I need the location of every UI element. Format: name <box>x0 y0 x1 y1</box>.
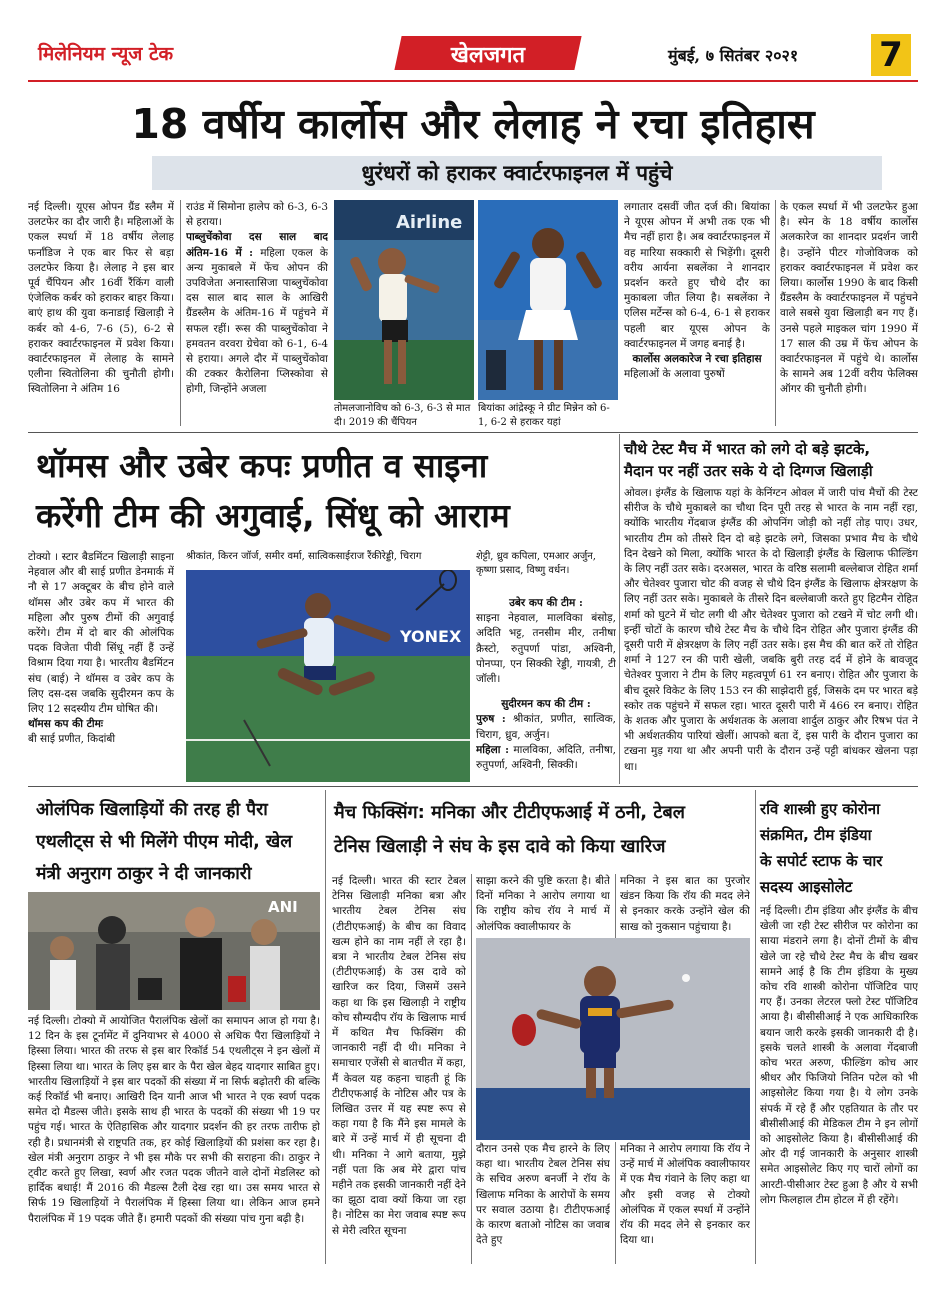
sudirman-women-label: महिला : <box>476 743 509 756</box>
shastri-headline-4: सदस्य आइसोलेट <box>760 878 853 896</box>
paralympic-headline-2: एथलीट्स से भी मिलेंगे पीएम मोदी, खेल <box>36 832 293 852</box>
match-fixing-col1-text: नई दिल्ली। भारत की स्टार टेबल टेनिस खिलाड़ी मनिका बत्रा और भारतीय टेबल टेनिस संघ (टीटीएफआई) के बीच का विवाद खत्म होने का नाम नहीं ले रहा है। बत्रा ने भारतीय टेबल टेनिस संघ (टीटीएफआई) के उस दावे को खारिज कर दिया, जिसमें उसने कहा था कि इस खिलाड़ी ने राष्ट्रीय कोच सौम्यदीप रॉय के खिलाफ मार्च में कथित मैच फिक्सिंग की जानकारी नहीं दी थी। मनिका ने समाचार एजेंसी से बातचीत में कहा, मैं केवल यह कहना चाहती हूं कि टीटीएफआई के नोटिस और पत्र के लिखित उत्तर में यह स्पष्ट रूप से कहा गया है कि मैंने इस मामले के बारे में उन्हें मार्च में ही सूचना दी थी। मनिका ने आगे बताया, मुझे नहीं पता कि अब मेरे द्वारा पांच महीने तक इसकी जानकारी नहीं देने का झूठा दावा क्यों किया जा रहा है। नोटिस का मेरा जवाब स्पष्ट रूप से मेरी त्वरित सूचना <box>332 875 466 1237</box>
section-divider <box>28 786 918 787</box>
shastri-headline-2: संक्रमित, टीम इंडिया <box>760 826 872 844</box>
thomas-uber-col3 <box>476 596 616 782</box>
match-fixing-col2-top <box>476 874 610 936</box>
section-divider <box>28 432 918 433</box>
thomas-cup-team-label: थॉमस कप की टीमः <box>28 718 103 731</box>
alcaraz-photo-caption: तोमलजानोविच को 6-3, 6-3 से मात दी। 2019 की चैंपियन <box>334 403 471 428</box>
match-fixing-col1 <box>332 874 466 1264</box>
sudirman-men-list: श्रीकांत, प्रणीत, सात्विक, चिराग, ध्रुव, अर्जुन। <box>476 713 616 741</box>
top-story-col5-text: लगातार दसवीं जीत दर्ज की। बियांका ने यूएस ओपन में अभी तक एक भी मैच नहीं हारा है। अब क्वार्टरफाइनल में वह मारिया सक्कारी से भिड़ेंगी। दूसरी वरीय आर्यना सबलेंका ने शानदार प्रदर्शन करते हुए चौथे दौर का मुकाबला जीत लिया है। सबलेंका ने एलिस मर्टेन्स को 6-4, 6-1 से हराकर पहली बार यूएस ओपन के क्वार्टरफाइनल में जगह बनाई है। <box>624 201 770 350</box>
cricket-headline-1: चौथे टेस्ट मैच में भारत को लगे दो बड़े झटके, <box>624 440 871 458</box>
paralympic-headline-3: मंत्री अनुराग ठाकुर ने दी जानकारी <box>36 864 252 884</box>
thomas-cup-team-caption-2: शेट्टी, ध्रुव कपिला, एमआर अर्जुन, कृष्णा प्रसाद, विष्णु वर्धन। <box>476 551 596 576</box>
paper-name: मिलेनियम न्यूज टेक <box>38 43 174 65</box>
top-story-col5 <box>624 200 770 426</box>
top-story-col2-subhead: पाब्लुचेंकोवा दस साल बाद अंतिम-16 में : <box>186 231 328 259</box>
paralympic-body <box>28 1014 320 1262</box>
alcaraz-photo <box>334 200 474 400</box>
column-divider <box>325 790 326 1264</box>
column-divider <box>619 434 620 784</box>
sudirman-women-list: मालविका, अदिति, तनीषा, रुतुपर्णा, अश्विनी, सिक्की। <box>476 743 616 772</box>
top-story-col5-end: महिलाओं के अलावा पुरुषों <box>624 368 725 381</box>
top-story-col6-text: के एकल स्पर्धा में भी उलटफेर हुआ है। स्पेन के 18 वर्षीय कार्लोस अलकारेज का शानदार प्रदर्शन जारी है। उन्होंने पीटर गोजोविजक को हराकर क्वार्टरफाइनल में प्रवेश कर लिया। कार्लोस 1990 के बाद किसी ग्रैंडस्लैम के क्वार्टरफाइनल में पहुंचने वाले सबसे युवा खिलाड़ी बन गए हैं। उनसे पहले माइकल चांग 1990 में 17 साल की उम्र में फेंच ओपन के क्वार्टरफाइनल में पहुंचे थे। कार्लोस के सामने अब 12वीं वरीय फेलिक्स ऑगर की चुनौती होगी। <box>780 201 918 396</box>
thomas-uber-headline-2: करेंगी टीम की अगुवाई, सिंधू को आराम <box>36 496 510 535</box>
top-story-col5-subhead: कार्लोस अलकारेज ने रचा इतिहास <box>632 353 762 366</box>
uber-cup-team-label: उबेर कप की टीम : <box>509 597 583 609</box>
cricket-body <box>624 486 918 782</box>
top-story-col2 <box>186 200 328 426</box>
top-story-col2-body: महिला एकल के अन्य मुकाबले में फेंच ओपन की उपविजेता अनास्तासिजा पाब्लुचेंकोवा दस साल बाद साल के आखिरी ग्रैंडस्लैम के अंतिम-16 में पहुंचने में सफल रहीं। रूस की पाब्लुचेंकोवा ने हमवतन वरवरा ग्रेचेवा को 6-1, 6-4 से हराया। अगले दौर में पाब्लुचेंकोवा की टक्कर कैरोलिना प्लिस्कोवा से होगी, जिन्होंने अजला <box>186 246 328 396</box>
cricket-body-text: ओवल। इंग्लैंड के खिलाफ यहां के केनिंग्टन ओवल में जारी पांच मैचों की टेस्ट सीरीज के चौथे मुकाबले का चौथा दिन पूरी तरह से भारत के नाम नहीं रहा, क्योंकि भारतीय गेंदबाज इंग्लैंड की ओपनिंग जोड़ी को नहीं तोड़ पाए। उधर, भारतीय टीम को तीसरे दिन दो बड़े झटके लगे, जिसका प्रभाव मैच के चौथे दिन देखने को मिला, क्योंकि भारत के दो खिलाड़ी इंग्लैंड के खिलाफ फील्डिंग के लिए नहीं उतर सके। दरअसल, भारत के वरिष्ठ सलामी बल्लेबाज रोहित शर्मा और चेतेश्वर पुजारा चोट की वजह से चौथे दिन इंग्लैंड के खिलाफ क्षेत्ररक्षण के लिए नहीं उतर सके। मुकाबले के तीसरे दिन बल्लेबाजी करते हुए हिटमैन रोहित शर्मा को घुटने में चोट लगी थी और चेतेश्वर पुजारा को टखने में चोट लगी थी। इन्हीं चोटों के कारण चौथे टेस्ट मैच के चौथे दिन रोहित और पुजारा इंग्लैंड की दूसरी पारी में क्षेत्ररक्षण के लिए नहीं उतर सके। इस मैच की बात करें तो रोहित शर्मा ने 127 रन की पारी खेली, जबकि बुरी तरह दर्द में होने के बावजूद चेतेश्वर पुजारा ने टीम के लिए महत्वपूर्ण 61 रन बनाए। रोहित और पुजारा के बीच दूसरे विकेट के लिए 153 रन की साझेदारी हुई, जिसके दम पर भारत बड़े स्कोर तक पहुंचने में सफल रहा। भारत दूसरी पारी में 466 रन बनाए। रोहित के शतक और पुजारा के अर्धशतक के अलावा शार्दुल ठाकुर और रिषभ पंत ने भी अर्धशतकीय पारियां खेलीं। आपको बता दें, इस पारी के दौरान पुजारा का टखना मुड़ गया था और अपनी पारी के दौरान उन्हें पट्टी बांधकर खेलना पड़ा था। <box>624 487 918 773</box>
edition-date: मुंबई, ७ सितंबर २०२१ <box>668 46 799 65</box>
cricket-headline-2: मैदान पर नहीं उतर सके ये दो दिग्गज खिलाड़ी <box>624 462 873 480</box>
match-fixing-col2-top-text: साझा करने की पुष्टि करता है। बीते दिनों मनिका ने आरोप लगाया था कि राष्ट्रीय कोच रॉय ने मार्च में ओलंपिक क्वालीफायर के <box>476 875 610 933</box>
paralympic-body-text: नई दिल्ली। टोक्यो में आयोजित पैरालंपिक खेलों का समापन आज हो गया है। 12 दिन के इस टूर्नामेंट में दुनियाभर से 4000 से अधिक पैरा खिलाड़ियों ने हिस्सा लिया। भारत की तरफ से इस बार रिकॉर्ड 54 एथलीट्स ने इन खेलों में हिस्सा लिया था। भारत के लिए इस बार के पैरा खेल बेहद यादगार साबित हुए। भारतीय खिलाड़ियों ने इस बार पदकों की संख्या में ना सिर्फ बढ़ोतरी की बल्कि कई रिकॉर्ड भी बनाए। आखिरी दिन यानी आज भी भारत ने एक स्वर्ण पदक समेत दो मैडल्स जीते। इसके साथ ही भारत के पदकों की संख्या भी 19 पर पहुंच गई। भारत के ऐतिहासिक और यादगार प्रदर्शन की हर तरफ तारीफ हो रही है। प्रधानमंत्री से राष्ट्रपति तक, हर कोई खिलाड़ियों की प्रशंसा कर रहा है। खेल मंत्री अनुराग ठाकुर ने भी इस मौके पर सभी की सराहना की। ठाकुर ने ट्वीट करते हुए लिखा, स्वर्ण और रजत पदक जीतने वाले दोनों मेडलिस्ट को हार्दिक बधाई! मैं 2016 की मैडल्स टैली देख रहा था। उस समय भारत से सिर्फ 19 खिलाड़ियों ने पैरालंपिक में हिस्सा लिया था। लेकिन आज हमने पैरालंपिक में 19 पदक जीते हैं। हमारी पदकों की संख्या पांच गुना बढ़ी है। <box>28 1015 320 1225</box>
match-fixing-col3-top-text: मनिका ने इस बात का पुरजोर खंडन किया कि रॉय की मदद लेने से इनकार करके उन्होंने खेल की साख को नुकसान पहुंचाया है। <box>620 875 750 933</box>
thomas-uber-col1-end: बी साई प्रणीत, किदांबी <box>28 733 116 746</box>
masthead <box>28 34 918 78</box>
sudirman-men-label: पुरुष : <box>476 713 506 726</box>
shastri-body-text: नई दिल्ली। टीम इंडिया और इंग्लैंड के बीच खेली जा रही टेस्ट सीरीज पर कोरोना का साया मंडराने लगा है। दोनों टीमों के बीच खेले जा रहे चौथे टेस्ट मैच के बीच खबर सामने आई है कि टीम इंडिया के मुख्य कोच रवि शास्त्री कोरोना पॉजिटिव पाए गए हैं। उनका लेटरल फ्लो टेस्ट पॉजिटिव आया है। बीसीसीआई ने एक आधिकारिक बयान जारी करके इसकी जानकारी दी है। इसके चलते शास्त्री के अलावा गेंदबाजी कोच भरत अरुण, फील्डिंग कोच आर श्रीधर और फिजियो नितिन पटेल को भी आइसोलेट किया गया है। ये लोग उनके संपर्क में रहे हैं और एहतियात के तौर पर बीसीसीआई की मेडिकल टीम ने इन लोगों को आइसोलेट किया है। बीसीसीआई की ओर दी गई जानकारी के अनुसार शास्त्री समेत आइसोलेट किए गए चारों लोगों का आरटी-पीसीआर टेस्ट हुआ है और ये सभी लोग फिलहाल टीम होटल में ही रहेंगे। <box>760 905 918 1206</box>
match-fixing-col3-top <box>620 874 750 936</box>
masthead-rule <box>28 80 918 82</box>
match-fixing-col3-bottom <box>620 1142 750 1264</box>
svg-text:Airline: Airline <box>396 212 463 233</box>
thomas-uber-col1 <box>28 550 174 782</box>
ani-watermark: ANI <box>268 898 298 916</box>
column-divider <box>755 790 756 1264</box>
match-fixing-col2-bottom <box>476 1142 610 1264</box>
column-divider <box>471 874 472 1264</box>
paralympic-headline-1: ओलंपिक खिलाड़ियों की तरह ही पैरा <box>36 800 268 820</box>
uber-cup-team-list: साइना नेहवाल, मालविका बंसोड़, अदिति भट्ट, तनसीम मीर, तनीषा क्रैस्टो, रुतुपर्णा पांडा, अश्विनी, पोनप्पा, एन सिक्की रेड्डी, गायत्री, टी जॉली। <box>476 612 616 686</box>
fernandez-photo-caption: बियांका आंद्रेस्कू ने ग्रीट मिन्नेन को 6-1, 6-2 से हराकर यहां <box>478 403 610 428</box>
thomas-cup-team-caption: श्रीकांत, किरन जॉर्ज, समीर वर्मा, सात्विकसाईराज रैंकीरेड्डी, चिराग <box>186 551 422 562</box>
match-fixing-headline-1: मैच फिक्सिंग: मनिका और टीटीएफआई में ठनी, टेबल <box>334 802 685 823</box>
shastri-headline-3: के सपोर्ट स्टाफ के चार <box>760 852 883 870</box>
thomas-uber-headline-1: थॉमस और उबेर कपः प्रणीत व साइना <box>36 446 488 485</box>
top-story-subheadline: धुरंधरों को हराकर क्वार्टरफाइनल में पहुंचे <box>361 161 673 185</box>
column-divider <box>615 1142 616 1264</box>
section-title: खेलजगत <box>450 43 526 68</box>
saina-photo <box>186 570 470 782</box>
sudirman-cup-team-label: सुदीरमन कप की टीम : <box>501 698 591 711</box>
shastri-headline-1: रवि शास्त्री हुए कोरोना <box>760 800 881 818</box>
column-divider <box>615 874 616 938</box>
thomas-uber-col1-text: टोक्यो । स्टार बैडमिंटन खिलाड़ी साइना नेहवाल और बी साई प्रणीत डेनमार्क में नौ से 17 अक्टूबर के बीच होने वाले थॉमस और उबेर कप में भारत की महिला और पुरुष टीमों की अगुवाई करेंगे। टीम में दो बार की ओलंपिक पदक विजेता पीवी सिंधू नहीं हैं उन्हें विश्राम दिया गया है। भारतीय बैडमिंटन संघ (बाई) ने थॉमस व उबेर कप के लिए दस-दस जबकि सुदीरमन कप के लिए 12 सदस्यीय टीम घोषित की। <box>28 551 174 716</box>
column-divider <box>775 200 776 426</box>
anurag-thakur-photo <box>28 892 320 1010</box>
match-fixing-headline-2: टेनिस खिलाड़ी ने संघ के इस दावे को किया खारिज <box>334 836 666 857</box>
shastri-body <box>760 904 918 1264</box>
top-story-col1-text: नई दिल्ली। यूएस ओपन ग्रैंड स्लैम में उलटफेर का दौर जारी है। महिलाओं के एकल स्पर्धा में 18 वर्षीय लेलाह फर्नांडिज ने एक बार फिर से बड़ा उलटफेर किया है। लेलाह ने इस बार पूर्व चैंपियन और 16वीं रैंकिंग वाली एंजेलिक कर्बर को हराकर बाहर किया। बाएं हाथ की युवा कनाडाई खिलाड़ी ने कर्बर को 4-6, 7-6 (5), 6-2 से हराकर क्वार्टरफाइनल में प्रवेश किया। क्वार्टरफाइनल में लेलाह के सामने एलीना स्वितोलिना की चुनौती होगी। स्वितोलिना ने अंतिम 16 <box>28 201 174 396</box>
svg-text:YONEX: YONEX <box>400 627 462 646</box>
match-fixing-col2-bottom-text: दौरान उनसे एक मैच हारने के लिए कहा था। भारतीय टेबल टेनिस संघ के सचिव अरुण बनर्जी ने रॉय के खिलाफ मनिका के आरोपों के समय पर सवाल उठाया है। टीटीएफआई के कारण बताओ नोटिस का जवाब देते हुए <box>476 1143 610 1247</box>
page-number: 7 <box>871 34 911 76</box>
fernandez-photo <box>478 200 618 400</box>
column-divider <box>180 200 181 426</box>
match-fixing-col3-bottom-text: मनिका ने आरोप लगाया कि रॉय ने उन्हें मार्च में ओलंपिक क्वालीफायर में एक मैच गंवाने के लिए कहा था और इसी वजह से टोक्यो ओलंपिक में एकल स्पर्धा में उन्होंने रॉय की मदद लेने से इनकार कर दिया था। <box>620 1143 750 1247</box>
top-story-col6 <box>780 200 918 426</box>
top-story-col1 <box>28 200 174 426</box>
manika-batra-photo <box>476 938 750 1140</box>
top-story-headline: 18 वर्षीय कार्लोस और लेलाह ने रचा इतिहास <box>131 100 815 148</box>
top-story-col2-intro: राउंड में सिमोना हालेप को 6-3, 6-3 से हराया। <box>186 201 328 229</box>
